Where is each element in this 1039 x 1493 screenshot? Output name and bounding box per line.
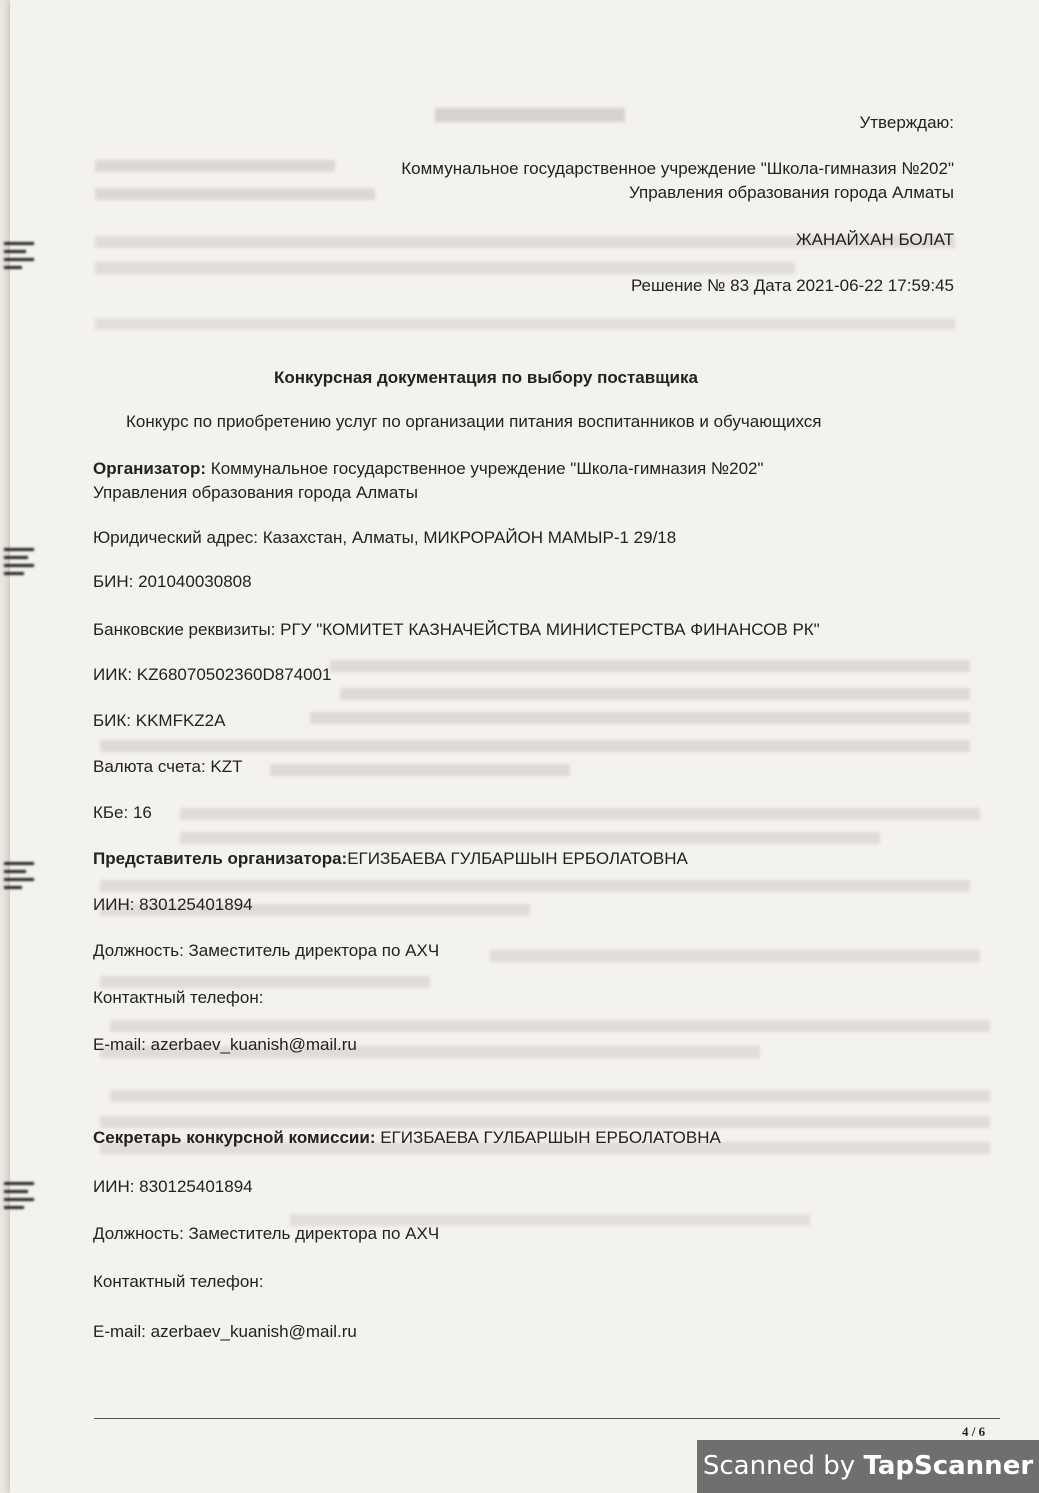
secretary-email: E-mail: azerbaev_kuanish@mail.ru [93,1322,357,1341]
binder-mark [0,542,44,582]
secretary-position: Должность: Заместитель директора по АХЧ [93,1224,440,1243]
document-subtitle: Конкурс по приобретению услуг по организации питания воспитанников и обучающихся [126,412,822,431]
bleed-through [310,712,970,724]
footer-rule [94,1418,1000,1419]
kbe: КБе: 16 [93,803,152,822]
scanner-prefix: Scanned by [702,1451,864,1481]
approval-person: ЖАНАЙХАН БОЛАТ [795,230,954,249]
secretary-iin: ИИН: 830125401894 [93,1177,253,1196]
representative-iin: ИИН: 830125401894 [93,895,253,914]
bleed-through [95,160,335,172]
iik: ИИК: KZ68070502360D874001 [93,665,332,684]
bleed-through [100,880,970,892]
organizer-line2: Управления образования города Алматы [93,483,419,502]
representative-email: E-mail: azerbaev_kuanish@mail.ru [93,1035,357,1054]
bleed-through [100,740,970,752]
bleed-through [95,262,795,274]
binder-mark [0,1176,44,1216]
scanner-brand: TapScanner [863,1451,1034,1481]
account-currency: Валюта счета: KZT [93,757,243,776]
secretary-line [93,1127,721,1149]
bleed-through [180,808,980,820]
binder-mark [0,236,44,276]
secretary-phone: Контактный телефон: [93,1272,264,1291]
bank-details: Банковские реквизиты: РГУ "КОМИТЕТ КАЗНАЧЕЙСТВА МИНИСТЕРСТВА ФИНАНСОВ РК" [93,620,820,639]
approval-org-line1: Коммунальное государственное учреждение "Школа-гимназия №202" [401,159,954,178]
organizer-line1 [93,458,764,480]
bleed-through [180,832,880,844]
bleed-through [270,764,570,776]
bleed-through [435,108,625,122]
bleed-through [95,318,955,330]
secretary-name: ЕГИЗБАЕВА ГУЛБАРШЫН ЕРБОЛАТОВНА [375,1128,721,1147]
bleed-through [330,660,970,672]
bleed-through [490,950,980,962]
bik: БИК: KKMFKZ2A [93,711,226,730]
representative-line [93,848,688,870]
approval-decision: Решение № 83 Дата 2021-06-22 17:59:45 [630,276,954,295]
representative-label: Представитель организатора: [93,849,348,868]
legal-address: Юридический адрес: Казахстан, Алматы, МИКРОРАЙОН МАМЫР-1 29/18 [93,528,677,547]
binder-mark [0,856,44,896]
representative-position: Должность: Заместитель директора по АХЧ [93,941,440,960]
bleed-through [110,1090,990,1102]
representative-name: ЕГИЗБАЕВА ГУЛБАРШЫН ЕРБОЛАТОВНА [347,849,688,868]
document-page [10,0,1039,1493]
approval-label: Утверждаю: [859,113,954,132]
organizer-value: Коммунальное государственное учреждение "Школа-гимназия №202" [206,459,764,478]
document-title: Конкурсная документация по выбору поставщика [274,368,698,387]
scanner-watermark [697,1440,1039,1493]
page-number: 4 / 6 [962,1424,986,1439]
bleed-through [340,688,970,700]
bleed-through [95,188,375,200]
organizer-label: Организатор: [93,459,207,478]
bin: БИН: 201040030808 [93,572,252,591]
secretary-label: Секретарь конкурсной комиссии: [93,1128,376,1147]
representative-phone: Контактный телефон: [93,988,264,1007]
bleed-through [110,1020,990,1032]
approval-org-line2: Управления образования города Алматы [628,183,954,202]
